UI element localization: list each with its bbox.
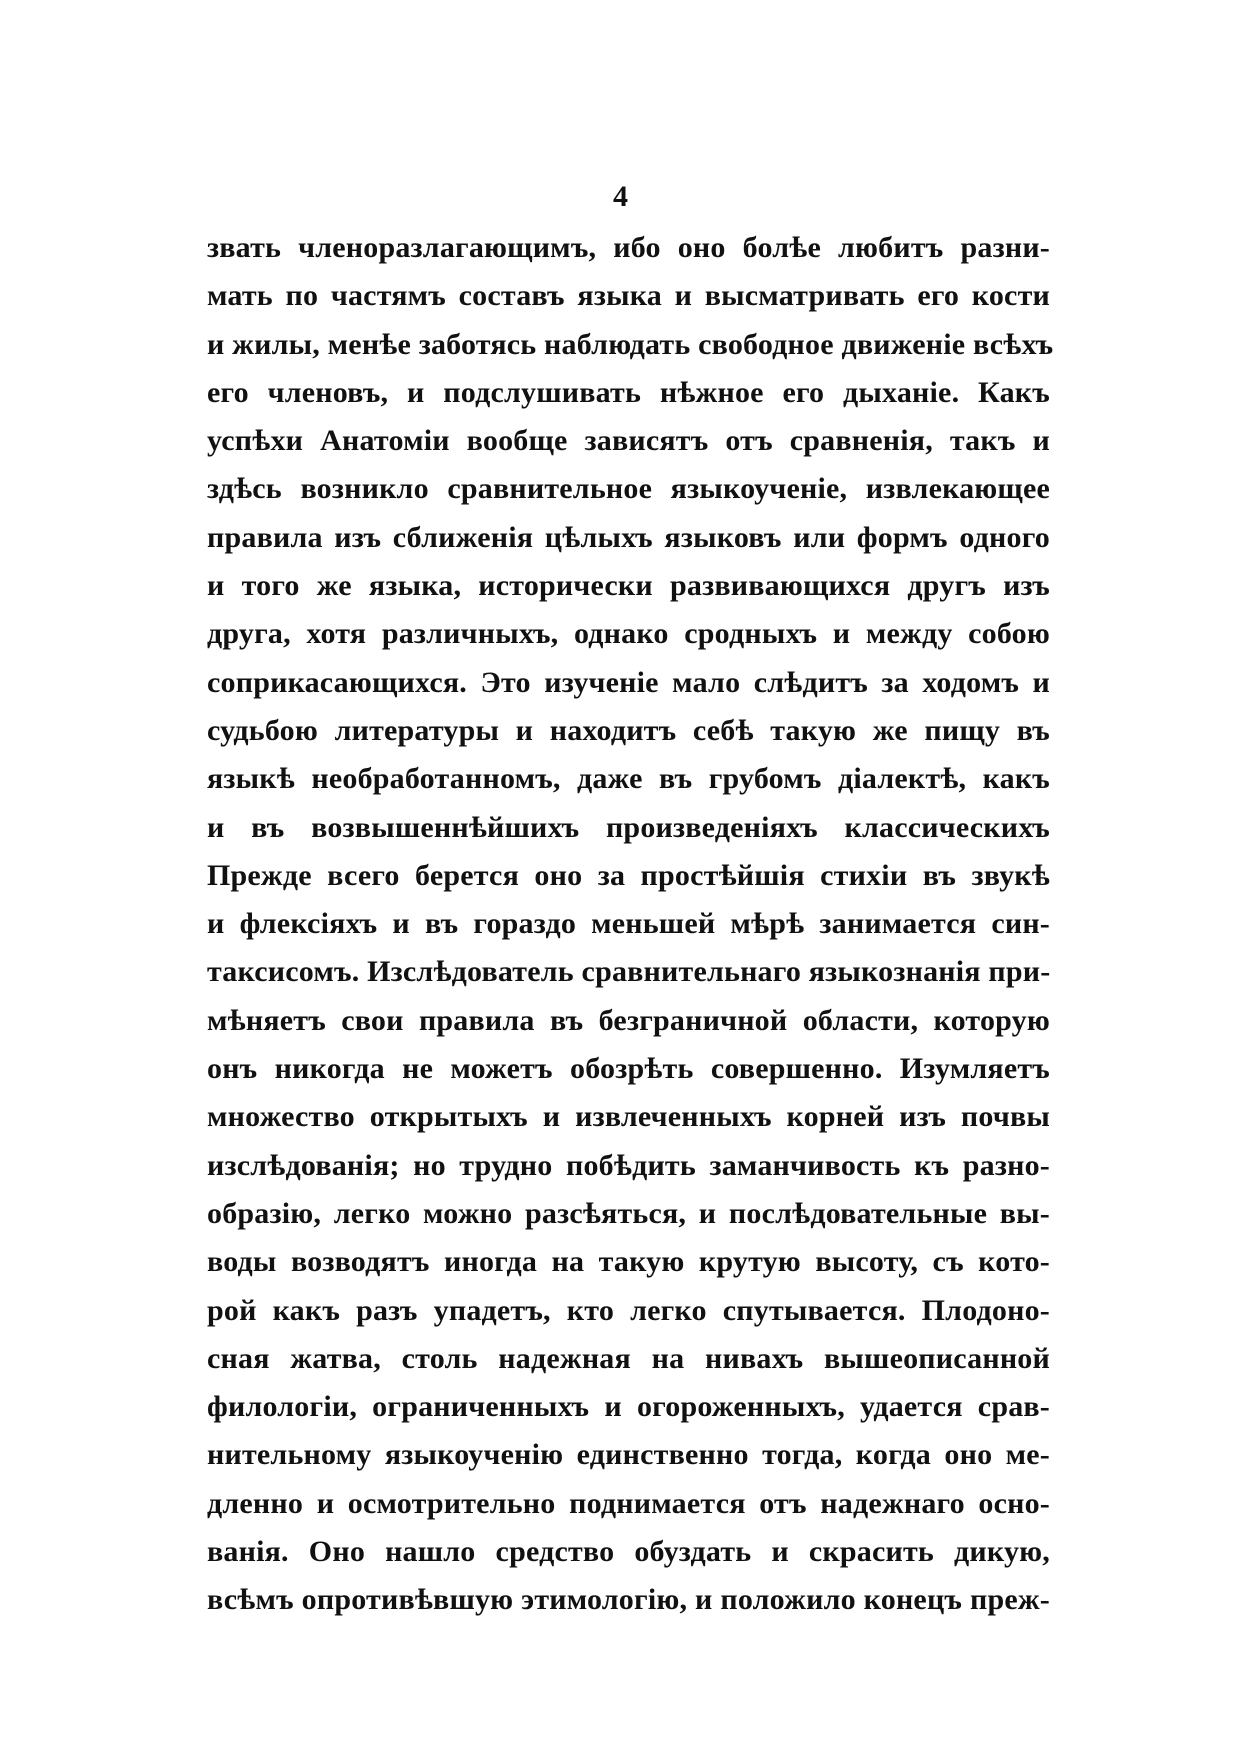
- text-line: друга, хотя различныхъ, однако сродныхъ и между собою: [207, 617, 1050, 651]
- text-line: языкѣ необработанномъ, даже въ грубомъ дiалектѣ, какъ: [207, 762, 1050, 796]
- body-text: [207, 224, 1054, 1625]
- text-line: и въ возвышеннѣйшихъ произведенiяхъ классическихъ: [207, 810, 1050, 844]
- text-line: мать по частямъ составъ языка и высматривать его кости: [207, 279, 1050, 313]
- text-line: и того же языка, исторически развивающихся другъ изъ: [207, 569, 1050, 603]
- text-line: здѣсь возникло сравнительное языкоученiе, извлекающее: [207, 472, 1050, 506]
- text-line: и жилы, менѣе заботясь наблюдать свободное движенie всѣхъ: [207, 327, 1054, 361]
- text-line: сная жатва, столь надежная на нивахъ вышеописанной: [207, 1341, 1050, 1375]
- text-line: правила изъ сближенiя цѣлыхъ языковъ или формъ одного: [207, 520, 1050, 554]
- text-line: изслѣдованiя; но трудно побѣдить заманчивость къ разно-: [207, 1148, 1050, 1182]
- text-line: его членовъ, и подслушивать нѣжное его дыханiе. Какъ: [207, 375, 1050, 409]
- text-line: дленно и осмотрительно поднимается отъ надежнаго осно-: [207, 1486, 1050, 1520]
- text-line: судьбою литературы и находитъ себѣ такую же пищу въ: [207, 713, 1050, 747]
- text-line: Прежде всего берется оно за простѣйшiя стихiи въ звукѣ: [207, 858, 1050, 892]
- text-line: всѣмъ опротивѣвшую этимологiю, и положило конецъ преж-: [207, 1583, 1050, 1617]
- text-line: филологiи, ограниченныхъ и огороженныхъ, удается срав-: [207, 1390, 1050, 1424]
- text-line: соприкасающихся. Это изученiе мало слѣдитъ за ходомъ и: [207, 665, 1050, 699]
- text-line: и флексiяхъ и въ гораздо меньшей мѣрѣ занимается син-: [207, 907, 1050, 941]
- text-line: онъ никогда не можетъ обозрѣть совершенно. Изумляетъ: [207, 1052, 1050, 1086]
- text-line: образiю, легко можно разсѣяться, и послѣдовательные вы-: [207, 1196, 1050, 1230]
- text-line: рой какъ разъ упадетъ, кто легко спутывается. Плодоно-: [207, 1293, 1050, 1327]
- text-line: ванiя. Оно нашло средство обуздать и скрасить дикую,: [207, 1535, 1050, 1569]
- text-line: мѣняетъ свои правила въ безграничной области, которую: [207, 1003, 1050, 1037]
- text-line: таксисомъ. Изслѣдователь сравнительнаго языкознанiя при-: [207, 955, 1051, 989]
- text-line: звать членоразлагающимъ, ибо оно болѣе любитъ разни-: [207, 231, 1050, 264]
- text-line: множество открытыхъ и извлеченныхъ корней изъ почвы: [207, 1100, 1050, 1134]
- text-line: успѣхи Анатомiи вообще зависятъ отъ сравненiя, такъ и: [207, 424, 1050, 458]
- text-line: воды возводятъ иногда на такую крутую высоту, съ кото-: [207, 1245, 1050, 1279]
- page-number: 4: [613, 180, 628, 213]
- text-line: нительному языкоученiю единственно тогда, когда оно ме-: [207, 1438, 1050, 1472]
